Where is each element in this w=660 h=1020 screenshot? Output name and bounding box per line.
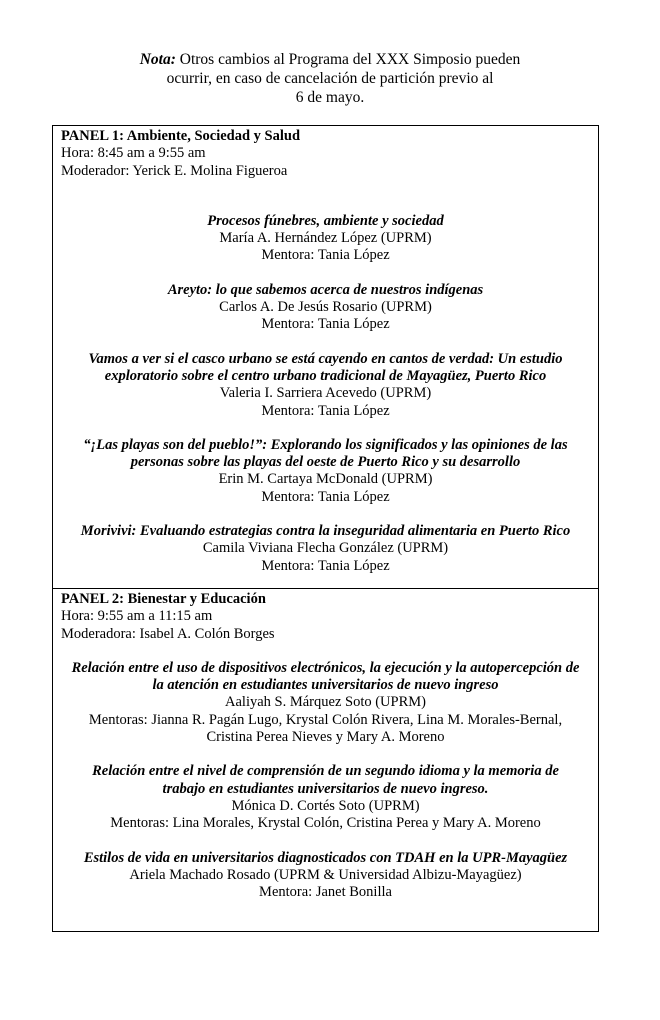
panel-moderator: Moderador: Yerick E. Molina Figueroa	[61, 162, 288, 179]
talk-entry	[61, 213, 590, 265]
note	[60, 50, 600, 107]
talk-entry	[61, 437, 590, 506]
note-line-2: ocurrir, en caso de cancelación de partición previo al	[166, 70, 494, 87]
talk-title: Procesos fúnebres, ambiente y sociedad	[207, 212, 444, 229]
talk-title: Relación entre el uso de dispositivos electrónicos, la ejecución y la autopercepción de	[71, 659, 580, 676]
talk-title: trabajo en estudiantes universitarios de nuevo ingreso.	[162, 780, 489, 797]
panel-title: PANEL 2: Bienestar y Educación	[61, 591, 266, 607]
talk-title: Relación entre el nivel de comprensión de un segundo idioma y la memoria de	[92, 763, 559, 780]
talk-title: la atención en estudiantes universitarios de nuevo ingreso	[152, 677, 499, 694]
talk-entry	[61, 660, 590, 746]
talk-entry	[61, 282, 590, 334]
panel-moderator: Moderadora: Isabel A. Colón Borges	[61, 625, 275, 642]
talk-author: Camila Viviana Flecha González (UPRM)	[202, 540, 449, 557]
note-line-3: 6 de mayo.	[295, 89, 365, 106]
talk-author: Valeria I. Sarriera Acevedo (UPRM)	[219, 385, 432, 402]
talk-author: Aaliyah S. Márquez Soto (UPRM)	[225, 694, 426, 711]
panel-title: PANEL 1: Ambiente, Sociedad y Salud	[61, 128, 301, 144]
talk-entry	[61, 523, 590, 575]
talk-author: Mónica D. Cortés Soto (UPRM)	[231, 797, 420, 814]
talk-title: personas sobre las playas del oeste de Puerto Rico y su desarrollo	[130, 454, 521, 471]
program-table	[52, 125, 599, 932]
talk-mentor: Mentora: Tania López	[261, 557, 390, 574]
note-lead: Nota:	[139, 51, 176, 68]
talk-title: Morivivi: Evaluando estrategias contra la inseguridad alimentaria en Puerto Rico	[80, 523, 571, 540]
panel-time: Hora: 9:55 am a 11:15 am	[61, 608, 213, 625]
talk-mentor: Mentora: Tania López	[261, 247, 390, 264]
talk-title: “¡Las playas son del pueblo!”: Explorando los significados y las opiniones de las	[83, 436, 568, 453]
talk-mentor: Mentora: Tania López	[261, 316, 390, 333]
panel-time: Hora: 8:45 am a 9:55 am	[61, 145, 206, 162]
talk-author: María A. Hernández López (UPRM)	[219, 230, 432, 247]
talk-entry	[61, 850, 590, 902]
talk-mentor: Mentora: Tania López	[261, 488, 390, 505]
talk-mentor: Mentoras: Lina Morales, Krystal Colón, Cristina Perea y Mary A. Moreno	[110, 815, 541, 832]
talk-mentor: Mentora: Janet Bonilla	[259, 884, 392, 901]
talk-title: exploratorio sobre el centro urbano tradicional de Mayagüez, Puerto Rico	[104, 367, 547, 384]
panel-2	[53, 588, 598, 901]
talk-title: Estilos de vida en universitarios diagnosticados con TDAH en la UPR-Mayagüez	[83, 849, 568, 866]
talk-author: Carlos A. De Jesús Rosario (UPRM)	[219, 299, 432, 316]
talk-author: Erin M. Cartaya McDonald (UPRM)	[218, 471, 433, 488]
talk-author: Ariela Machado Rosado (UPRM & Universidad Albizu-Mayagüez)	[129, 866, 522, 883]
talk-title: Vamos a ver si el casco urbano se está cayendo en cantos de verdad: Un estudio	[88, 350, 563, 367]
talk-title: Areyto: lo que sabemos acerca de nuestros indígenas	[167, 281, 484, 298]
talk-mentor: Mentora: Tania López	[261, 402, 390, 419]
talk-entry	[61, 351, 590, 420]
note-line-1	[60, 50, 600, 69]
note-text-1: Otros cambios al Programa del XXX Simposio pueden	[179, 51, 521, 68]
talk-entry	[61, 763, 590, 832]
panel-1	[53, 126, 598, 588]
talk-mentor: Cristina Perea Nieves y Mary A. Moreno	[206, 729, 445, 746]
talk-mentor: Mentoras: Jianna R. Pagán Lugo, Krystal Colón Rivera, Lina M. Morales-Bernal,	[88, 711, 563, 728]
